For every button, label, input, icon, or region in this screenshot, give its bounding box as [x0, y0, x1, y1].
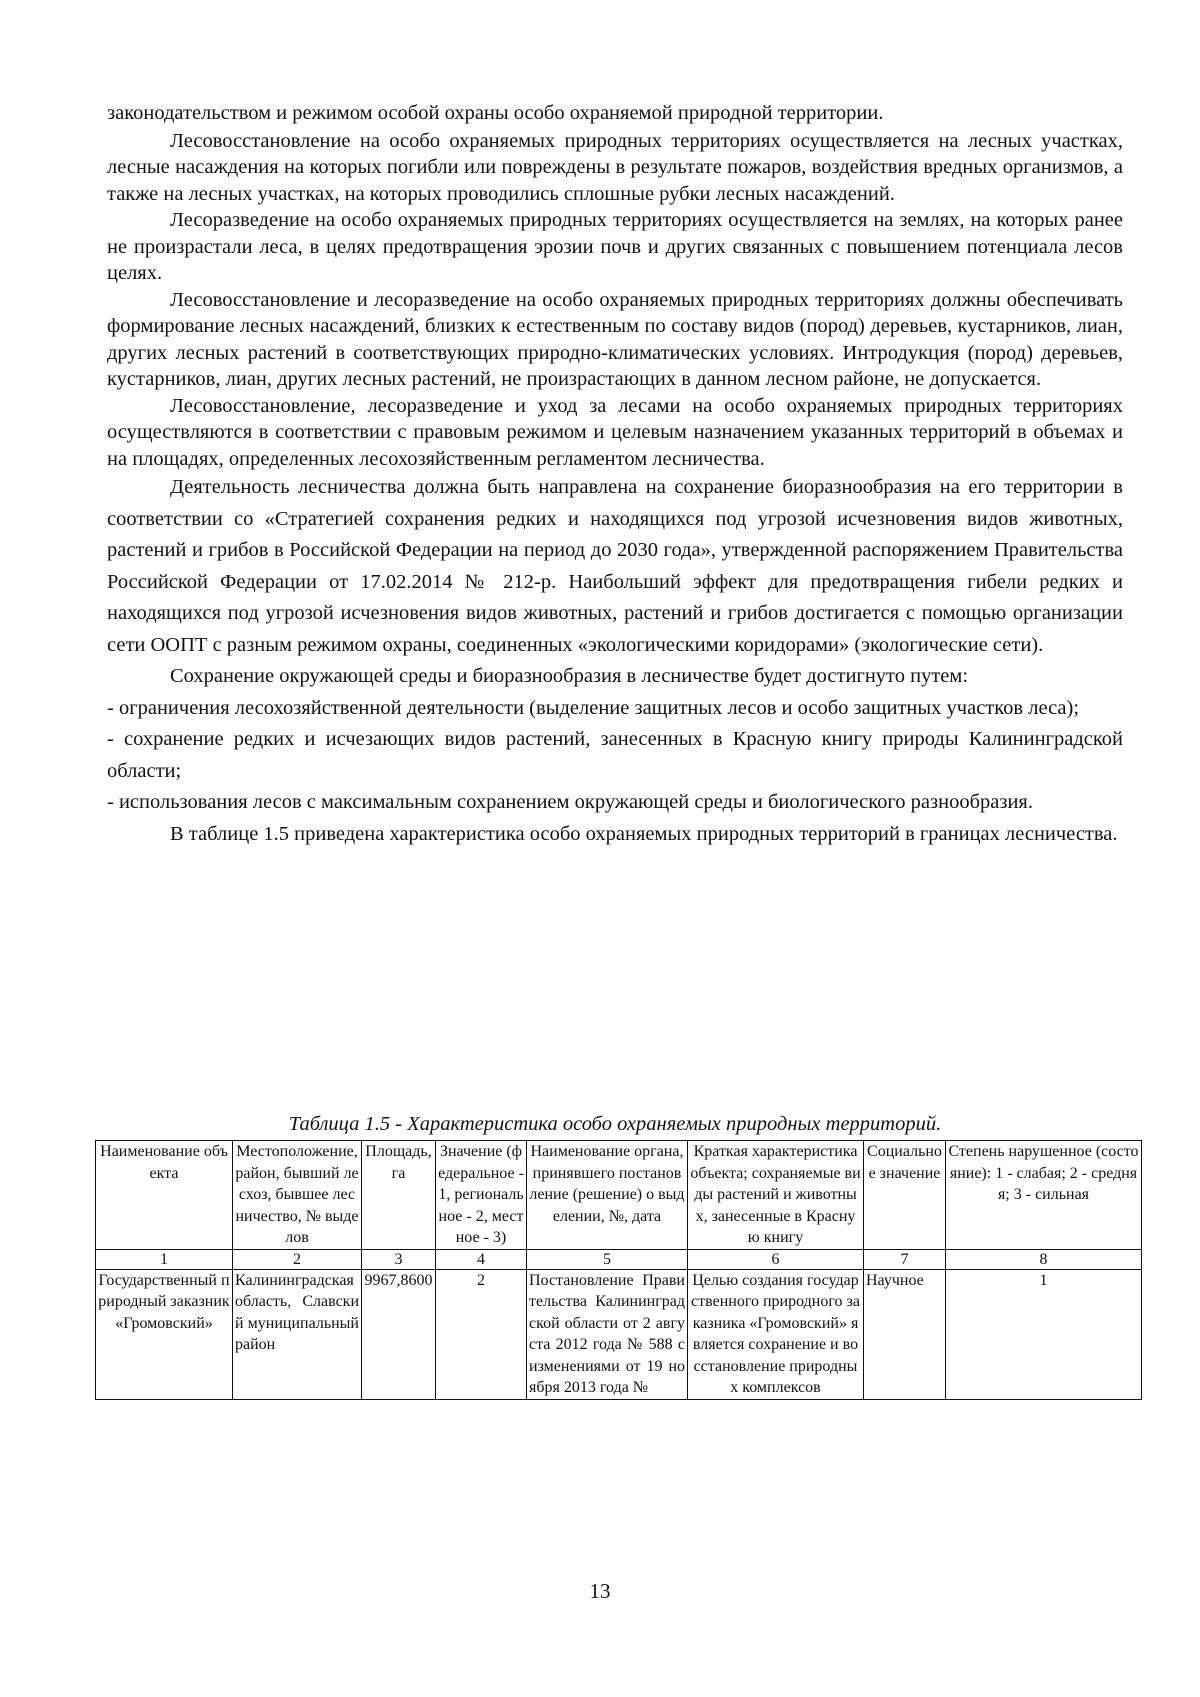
oopt-table: [95, 1140, 1142, 1400]
table-row: [96, 1269, 1142, 1399]
paragraph: В таблице 1.5 приведена характеристика особо охраняемых природных территорий в границах лесничества.: [170, 822, 1118, 845]
table-header-row: [96, 1141, 1142, 1250]
page-number: 13: [589, 1579, 611, 1603]
paragraph: Сохранение окружающей среды и биоразнообразия в лесничестве будет достигнуто путем:: [170, 665, 969, 687]
header-cell: Наименование объекта: [96, 1141, 233, 1250]
column-number: 2: [233, 1249, 362, 1269]
column-number: 7: [864, 1249, 946, 1269]
list-item: - сохранение редких и исчезающих видов растений, занесенных в Красную книгу природы Калининградской области;: [107, 728, 1123, 782]
header-cell: Наименование органа, принявшего постановление (решение) о выделении, №, дата: [527, 1141, 688, 1250]
header-cell: Площадь, га: [362, 1141, 436, 1250]
table-cell: 2: [436, 1269, 527, 1399]
table-cell: 1: [946, 1269, 1142, 1399]
table-cell: 9967,8600: [362, 1269, 436, 1399]
paragraph: Деятельность лесничества должна быть направлена на сохранение биоразнообразия на его территории в соответствии со «Стратегией сохранения редких и находящихся под угрозой исчезновения видов животных, растений и грибов в Российской Федерации на период до 2030 года», утвержденной распоряжением Правительства Российской Федерации от 17.02.2014 № 212-р. Наибольший эффект для предотвращения гибели редких и находящихся под угрозой исчезновения видов животных, растений и грибов достигается с помощью организации сети ООПТ с разным режимом охраны, соединенных «экологическими коридорами» (экологические сети).: [107, 476, 1123, 656]
column-number-row: [96, 1249, 1142, 1269]
header-cell: Значение (федеральное - 1, региональное - 2, местное - 3): [436, 1141, 527, 1250]
table-cell: Научное: [864, 1269, 946, 1399]
column-number: 8: [946, 1249, 1142, 1269]
paragraph: Лесовосстановление на особо охраняемых природных территориях осуществляется на лесных участках, лесные насаждения на которых погибли или повреждены в результате пожаров, воздействия вредных организмов, а также на лесных участках, на которых проводились сплошные рубки лесных насаждений.: [107, 129, 1123, 205]
header-cell: Степень нарушенное (состояние): 1 - слабая; 2 - средняя; 3 - сильная: [946, 1141, 1142, 1250]
header-cell: Местоположение, район, бывший лесхоз, бывшее лесничество, № выделов: [233, 1141, 362, 1250]
table-cell: Постановление Правительства Калининградской области от 2 августа 2012 года № 588 с изменениями от 19 ноября 2013 года №: [527, 1269, 688, 1399]
column-number: 6: [688, 1249, 864, 1269]
document-page: [98, 100, 1139, 1396]
header-cell: Социальное значение: [864, 1141, 946, 1250]
table-caption: Таблица 1.5 - Характеристика особо охраняемых природных территорий.: [288, 1113, 942, 1135]
column-number: 4: [436, 1249, 527, 1269]
table-cell: Целью создания государственного природного заказника «Громовский» является сохранение и восстановление природных комплексов: [688, 1269, 864, 1399]
list-item: - ограничения лесохозяйственной деятельности (выделение защитных лесов и особо защитных участков леса);: [107, 696, 1080, 719]
column-number: 5: [527, 1249, 688, 1269]
column-number: 3: [362, 1249, 436, 1269]
paragraph: законодательством и режимом особой охраны особо охраняемой природной территории.: [107, 102, 884, 124]
table-cell: Государственный природный заказник «Громовский»: [96, 1269, 233, 1399]
header-cell: Краткая характеристика объекта; сохраняемые виды растений и животных, занесенные в Красную книгу: [688, 1141, 864, 1250]
column-number: 1: [96, 1249, 233, 1269]
paragraph: Лесовосстановление и лесоразведение на особо охраняемых природных территориях должны обеспечивать формирование лесных насаждений, близких к естественным по составу видов (пород) деревьев, кустарников, лиан, других лесных растений в соответствующих природно-климатических условиях. Интродукция (пород) деревьев, кустарников, лиан, других лесных растений, не произрастающих в данном лесном районе, не допускается.: [107, 288, 1123, 390]
table-cell: Калининградская область, Славский муниципальный район: [233, 1269, 362, 1399]
paragraph: Лесовосстановление, лесоразведение и уход за лесами на особо охраняемых природных территориях осуществляются в соответствии с правовым режимом и целевым назначением указанных территорий в объемах и на площадях, определенных лесохозяйственным регламентом лесничества.: [107, 394, 1123, 470]
list-item: - использования лесов с максимальным сохранением окружающей среды и биологического разнообразия.: [107, 791, 1033, 813]
paragraph: Лесоразведение на особо охраняемых природных территориях осуществляется на землях, на которых ранее не произрастали леса, в целях предотвращения эрозии почв и других связанных с повышением потенциала лесов целях.: [107, 209, 1123, 284]
